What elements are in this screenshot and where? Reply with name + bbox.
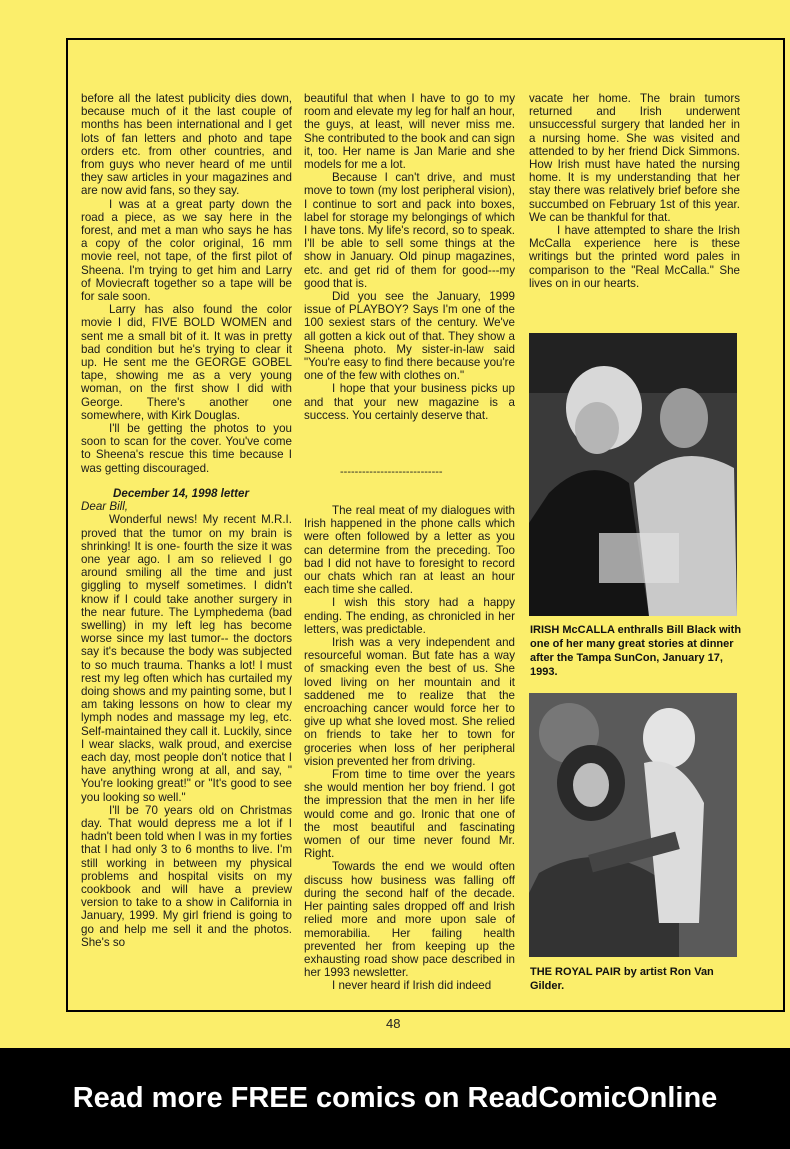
paragraph: before all the latest publicity dies down, because much of it the last couple of months has been international and I get lots of fan letters and photo and tape orders etc. from other countries, and from guys who never heard of me until they saw articles in your magazines and are now avid fans, so they say. — [81, 92, 292, 198]
article-column-2-top — [304, 92, 515, 462]
paragraph: I wish this story had a happy ending. The ending, as chronicled in her letters, was predictable. — [304, 596, 515, 636]
paragraph: vacate her home. The brain tumors returned and Irish underwent unsuccessful surgery that landed her in a nursing home. She was visited and attended to by her friend Dick Simmons. How Irish must have hated the nursing home. It is my understanding that her stay there was relatively brief before she succumbed on February 1st of this year. We can be thankful for that. — [529, 92, 740, 224]
article-column-2-bottom — [304, 504, 515, 1004]
paragraph: Wonderful news! My recent M.R.I. proved that the tumor on my brain is shrinking! It is one- fourth the size it was one year ago. I am so relieved I go around smiling all the time and just giggling to myself sometimes. I didn't know if I could take another surgery in the near future. The Lymphedema (bad swelling) in my left leg has become worse since my last tumor-- the doctors say it's because the body was subjected to so much trauma. Thanks a lot! I must rest my leg often which has curtailed my doing shows and my painting some, but I am taking lessons on how to clear my lymph nodes and massage my leg, etc. Self-maintained they call it. Luckily, since I wear slacks, walk proud, and exercise each day, most people don't notice that I have anything wrong at all, and say, " You're looking great!" or "It's good to see you looking so well." — [81, 513, 292, 804]
paragraph: I was at a great party down the road a piece, as we say here in the forest, and met a man who says he has a copy of the color original, 16 mm movie reel, not tape, of the first pilot of Sheena. I'm trying to get him and Larry of Moviecraft together so a tape will be for sale soon. — [81, 197, 292, 304]
paragraph: beautiful that when I have to go to my room and elevate my leg for half an hour, the guys, at least, will never miss me. She contributed to the book and can sign it, too. Her name is Jan Marie and she models for me a lot. — [304, 92, 515, 172]
paragraph: Towards the end we would often discuss how business was falling off during the second half of the decade. Her painting sales dropped off and Irish relied more and more upon sale of memorabilia. Her failing health prevented her from keeping up the exhausting road show pace described in her 1993 newsletter. — [304, 860, 515, 980]
paragraph: The real meat of my dialogues with Irish happened in the phone calls which were often followed by a letter as you can determine from the preceding. Too bad I did not have to foresight to record our chats which ran at least an hour each time she called. — [304, 504, 515, 597]
article-column-3 — [529, 92, 740, 332]
paragraph: From time to time over the years she would mention her boy friend. I got the impression that the men in her life would come and go. Ironic that one of the most beautiful and fascinating women of our time never found Mr. Right. — [304, 768, 515, 861]
paragraph: Irish was a very independent and resourceful woman. But fate has a way of smacking even the best of us. She loved living on her mountain and it saddened me to realize that the encroaching cancer would force her to give up what she loved most. She relied on friends to take her to town for groceries when loss of her peripheral vision prevented her from driving. — [304, 636, 515, 768]
paragraph: Because I can't drive, and must move to town (my lost peripheral vision), I continue to sort and pack into boxes, label for storage my belongings of which I have tons. My life's record, so to speak. I'll be able to sell some things at the show in January. Old pinup magazines, etc. and get rid of them for good---my good that is. — [304, 171, 515, 290]
article-column-1 — [81, 92, 292, 1012]
paragraph: I never heard if Irish did indeed — [332, 979, 492, 993]
photo-caption: IRISH McCALLA enthralls Bill Black with one of her many great stories at dinner after the Tampa SunCon, January 17, 1993. — [530, 624, 742, 678]
paragraph: I have attempted to share the Irish McCalla experience here is these writings but the printed word pales in comparison to the "Real McCalla." She lives on in our hearts. — [529, 224, 740, 290]
royal-pair-illustration — [529, 693, 737, 957]
artwork-photo — [529, 693, 737, 957]
letter-salutation: Dear Bill, — [81, 500, 129, 514]
photo-caption: THE ROYAL PAIR by artist Ron Van Gilder. — [530, 966, 714, 992]
dinner-photo-illustration — [529, 333, 737, 616]
promo-banner[interactable]: Read more FREE comics on ReadComicOnline — [0, 1048, 790, 1149]
paragraph: I'll be getting the photos to you soon to scan for the cover. You've come to Sheena's rescue this time because I was getting discouraged. — [81, 422, 292, 475]
paragraph: I hope that your business picks up and that your new magazine is a success. You certainly deserve that. — [304, 382, 515, 422]
section-separator: ---------------------------- — [340, 466, 443, 478]
letter-heading: December 14, 1998 letter — [113, 486, 249, 500]
dinner-photo — [529, 333, 737, 616]
page-number: 48 — [386, 1016, 401, 1031]
paragraph: Did you see the January, 1999 issue of PLAYBOY? Says I'm one of the 100 sexiest stars of the century. We've all gotten a kick out of that. They show a Sheena photo. My sister-in-law said "You're easy to find there because you're one of the few with clothes on." — [304, 290, 515, 383]
paragraph: I'll be 70 years old on Christmas day. That would depress me a lot if I hadn't been told when I was in my forties that I had only 3 to 6 months to live. I'm still working in between my physical problems and hospital visits on my cookbook and will have a preview version to take to a show in California in January, 1999. My girl friend is going to go and help me sell it and the photos. She's so — [81, 803, 292, 949]
paragraph: Larry has also found the color movie I did, FIVE BOLD WOMEN and sent me a small bit of it. It was in pretty bad condition but he's trying to clear it up. He sent me the GEORGE GOBEL tape, showing me as a very young woman, on the first show I did with George. There's another one somewhere, with Kirk Douglas. — [81, 303, 292, 422]
